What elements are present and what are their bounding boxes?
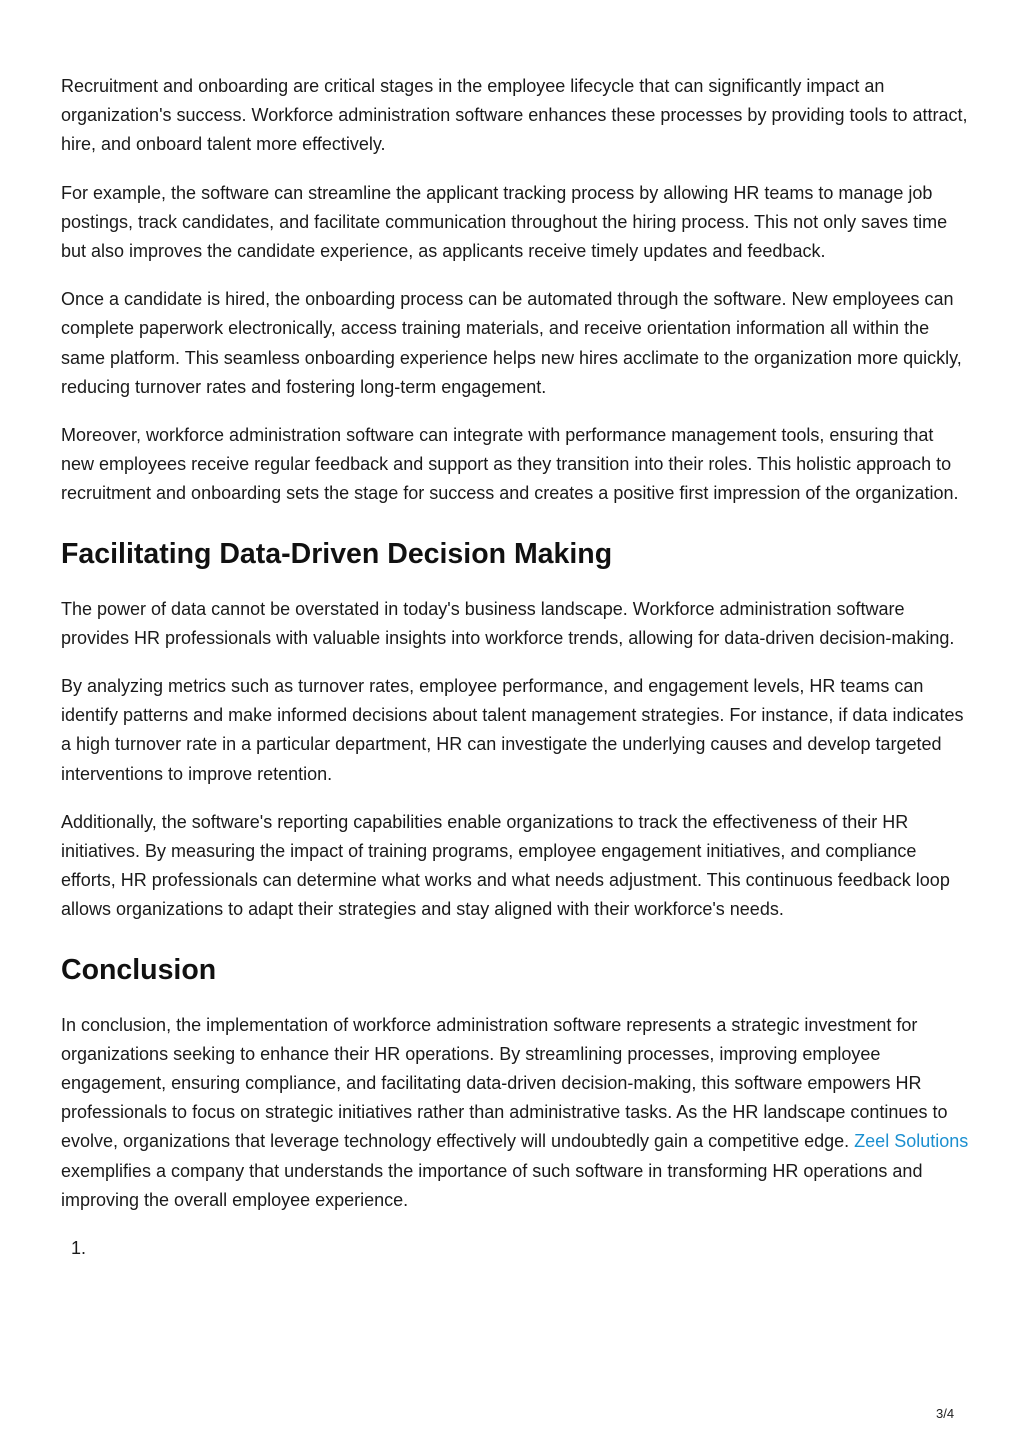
section-heading-conclusion: Conclusion <box>61 953 217 986</box>
conclusion-paragraph <box>61 1011 971 1215</box>
numbered-list <box>61 1234 971 1262</box>
paragraph: Additionally, the software's reporting capabilities enable organizations to track the effectiveness of their HR initiatives. By measuring the impact of training programs, employee engagement initiatives, and compliance efforts, HR professionals can determine what works and what needs adjustment. This continuous feedback loop allows organizations to adapt their strategies and stay aligned with their workforce's needs. <box>61 811 950 920</box>
zeel-solutions-link[interactable]: Zeel Solutions <box>854 1131 969 1152</box>
conclusion-text-after-link: exemplifies a company that understands the importance of such software in transforming HR operations and improving the overall employee experience. <box>61 1160 923 1210</box>
conclusion-text-before-link: In conclusion, the implementation of workforce administration software represents a strategic investment for organizations seeking to enhance their HR operations. By streamlining processes, improving employee engagement, ensuring compliance, and facilitating data-driven decision-making, this software empowers HR professionals to focus on strategic initiatives rather than administrative tasks. As the HR landscape continues to evolve, organizations that leverage technology effectively will undoubtedly gain a competitive edge. <box>61 1014 948 1152</box>
paragraph: For example, the software can streamline the applicant tracking process by allowing HR teams to manage job postings, track candidates, and facilitate communication throughout the hiring process. This not only saves time but also improves the candidate experience, as applicants receive timely updates and feedback. <box>61 182 948 262</box>
paragraph: Once a candidate is hired, the onboarding process can be automated through the software. New employees can complete paperwork electronically, access training materials, and receive orientation information all within the same platform. This seamless onboarding experience helps new hires acclimate to the organization more quickly, reducing turnover rates and fostering long-term engagement. <box>61 289 962 397</box>
document-body <box>61 72 971 1262</box>
paragraph: Moreover, workforce administration software can integrate with performance management tools, ensuring that new employees receive regular feedback and support as they transition into their roles. This holistic approach to recruitment and onboarding sets the stage for success and creates a positive first impression of the organization. <box>61 425 959 504</box>
paragraph: The power of data cannot be overstated in today's business landscape. Workforce administration software provides HR professionals with valuable insights into workforce trends, allowing for data-driven decision-making. <box>61 598 955 648</box>
page-number: 3/4 <box>936 1406 955 1421</box>
list-item <box>91 1234 971 1262</box>
paragraph: Recruitment and onboarding are critical stages in the employee lifecycle that can significantly impact an organization's success. Workforce administration software enhances these processes by providing tools to attract, hire, and onboard talent more effectively. <box>61 76 968 155</box>
paragraph: By analyzing metrics such as turnover rates, employee performance, and engagement levels, HR teams can identify patterns and make informed decisions about talent management strategies. For instance, if data indicates a high turnover rate in a particular department, HR can investigate the underlying causes and develop targeted interventions to improve retention. <box>61 676 964 784</box>
section-heading-data-driven: Facilitating Data-Driven Decision Making <box>61 537 613 570</box>
